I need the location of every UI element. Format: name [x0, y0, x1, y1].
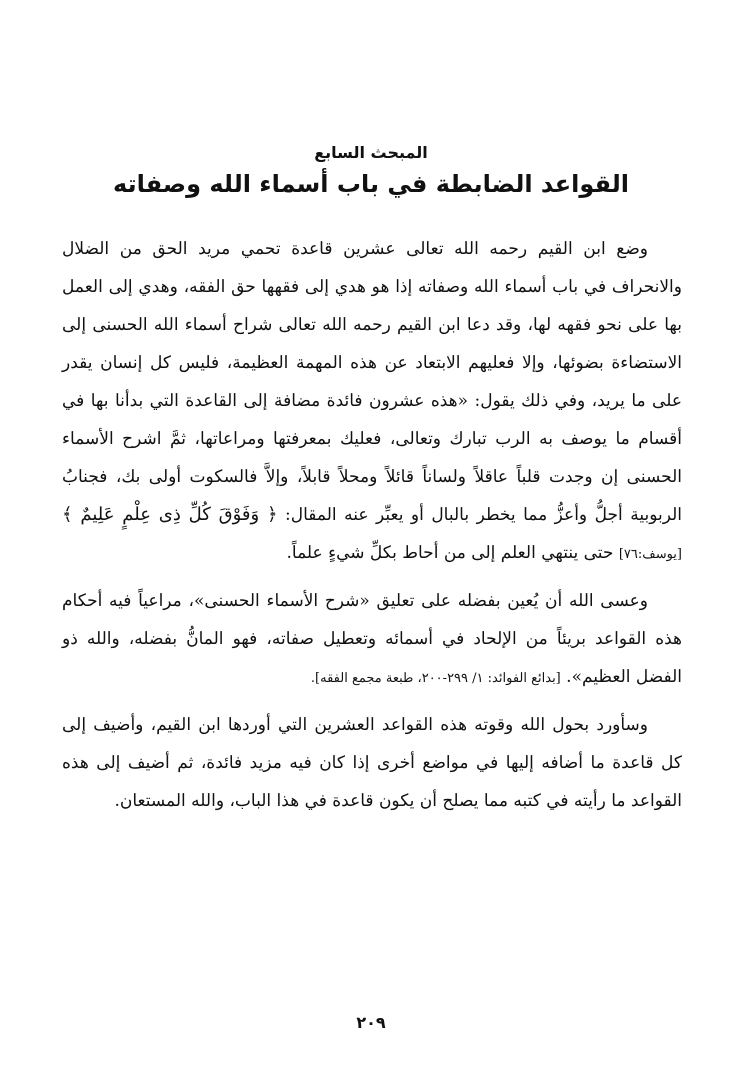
body-text	[62, 230, 682, 828]
paragraph-1-text: وضع ابن القيم رحمه الله تعالى عشرين قاعدة تحمي مريد الحق من الضلال والانحراف في باب أسماء الله وصفاته إذا هو هدي إلى فقهها حق الفقه، وهدي إلى العمل بها على نحو فقهه لها، وقد دعا ابن القيم رحمه الله تعالى شراح أسماء الله الحسنى إلى الاستضاءة بضوئها، وإلا فعليهم الابتعاد عن هذه المهمة العظيمة، فليس كل إنسان يقدر على ما يريد، وفي ذلك يقول: «هذه عشرون فائدة مضافة إلى القاعدة التي بدأنا بها في أقسام ما يوصف به الرب تبارك وتعالى، فعليك بمعرفتها ومراعاتها، ثمَّ اشرح الأسماء الحسنى إن وجدت قلباً عاقلاً ولساناً قائلاً ومحلاً قابلاً، وإلاَّ فالسكوت أولى بك، فجنابُ الربوبية أجلُّ وأعزُّ مما يخطر بالبال أو يعبِّر عنه المقال:	[62, 239, 682, 525]
quran-verse: ﴿ وَفَوْقَ كُلِّ ذِى عِلْمٍ عَلِيمٌ ﴾	[62, 504, 278, 525]
quran-reference: [يوسف:٧٦]	[618, 547, 682, 562]
paragraph-3	[62, 706, 682, 820]
paragraph-3-text: وسأورد بحول الله وقوته هذه القواعد العشرين التي أوردها ابن القيم، وأضيف إلى كل قاعدة ما أضافه إليها في مواضع أخرى إذا كان فيه مزيد فائدة، ثم أضيف إلى هذه القواعد ما رأيته في كتبه مما يصلح أن يكون قاعدة في هذا الباب، والله المستعان.	[62, 715, 682, 811]
citation-reference: [بدائع الفوائد: ١/ ٢٩٩-٢٠٠، طبعة مجمع الفقه].	[310, 671, 561, 686]
paragraph-1	[62, 230, 682, 574]
paragraph-1-end: حتى ينتهي العلم إلى من أحاط بكلِّ شيءٍ علماً.	[286, 543, 614, 563]
section-subtitle: المبحث السابع	[314, 143, 428, 162]
paragraph-2	[62, 582, 682, 698]
page-number: ٢٠٩	[356, 1013, 386, 1032]
section-title: القواعد الضابطة في باب أسماء الله وصفاته	[113, 170, 629, 198]
paragraph-2-text: وعسى الله أن يُعين بفضله على تعليق «شرح الأسماء الحسنى»، مراعياً فيه أحكام هذه القواعد بريئاً من الإلحاد في أسمائه وتعطيل صفاته، فهو المانُّ بفضله، والله ذو الفضل العظيم».	[62, 591, 682, 687]
